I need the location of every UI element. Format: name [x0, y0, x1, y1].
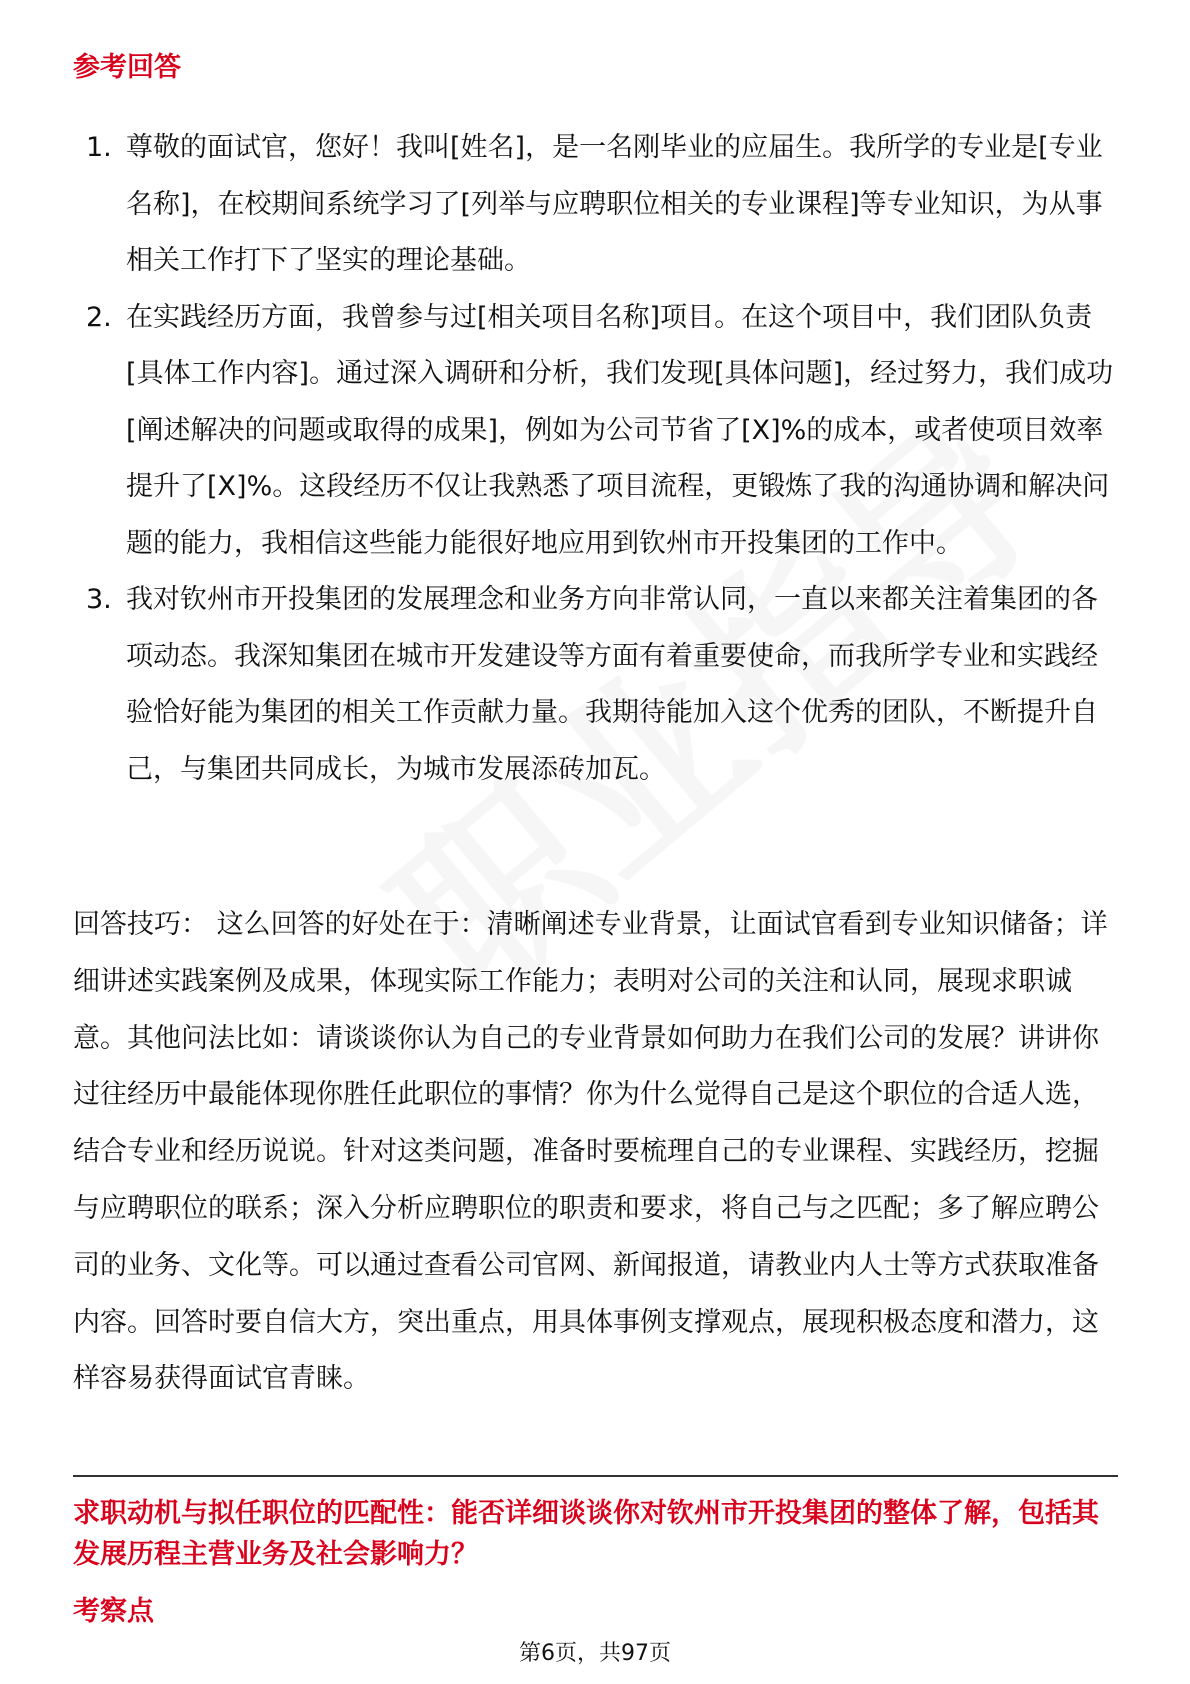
list-item	[80, 120, 1120, 290]
list-item-number: 3.	[86, 584, 112, 615]
page-number-footer: 第6页，共97页	[519, 1641, 671, 1666]
list-item-number: 1.	[86, 132, 112, 163]
list-item-text: 尊敬的面试官，您好！我叫[姓名]，是一名刚毕业的应届生。我所学的专业是[专业名称]，在校期间系统学习了[列举与应聘职位相关的专业课程]等专业知识，为从事相关工作打下了坚实的理论基础。	[126, 132, 1103, 276]
list-item-text: 在实践经历方面，我曾参与过[相关项目名称]项目。在这个项目中，我们团队负责[具体工作内容]。通过深入调研和分析，我们发现[具体问题]，经过努力，我们成功[阐述解决的问题或取得的成果]，例如为公司节省了[X]%的成本，或者使项目效率提升了[X]%。这段经历不仅让我熟悉了项目流程，更锻炼了我的沟通协调和解决问题的能力，我相信这些能力能很好地应用到钦州市开投集团的工作中。	[126, 301, 1114, 559]
section-divider	[73, 1475, 1118, 1477]
section-title-reference-answer: 参考回答	[73, 52, 181, 83]
answer-tips-paragraph: 回答技巧： 这么回答的好处在于：清晰阐述专业背景，让面试官看到专业知识储备；详细讲述实践案例及成果，体现实际工作能力；表明对公司的关注和认同，展现求职诚意。其他问法比如：请谈谈你认为自己的专业背景如何助力在我们公司的发展？讲讲你过往经历中最能体现你胜任此职位的事情？你为什么觉得自己是这个职位的合适人选，结合专业和经历说说。针对这类问题，准备时要梳理自己的专业课程、实践经历，挖掘与应聘职位的联系；深入分析应聘职位的职责和要求，将自己与之匹配；多了解应聘公司的业务、文化等。可以通过查看公司官网、新闻报道，请教业内人士等方式获取准备内容。回答时要自信大方，突出重点，用具体事例支撑观点，展现积极态度和潜力，这样容易获得面试官青睐。	[73, 909, 1108, 1395]
list-item-text: 我对钦州市开投集团的发展理念和业务方向非常认同，一直以来都关注着集团的各项动态。我深知集团在城市开发建设等方面有着重要使命，而我所学专业和实践经验恰好能为集团的相关工作贡献力量。我期待能加入这个优秀的团队，不断提升自己，与集团共同成长，为城市发展添砖加瓦。	[126, 584, 1098, 785]
list-item	[80, 290, 1120, 573]
list-item-number: 2.	[86, 301, 112, 333]
answer-list	[80, 120, 1120, 798]
list-item	[80, 572, 1120, 798]
next-question-title: 求职动机与拟任职位的匹配性：能否详细谈谈你对钦州市开投集团的整体了解，包括其发展历程主营业务及社会影响力？	[73, 1498, 1099, 1570]
section-title-exam-point: 考察点	[73, 1596, 154, 1627]
